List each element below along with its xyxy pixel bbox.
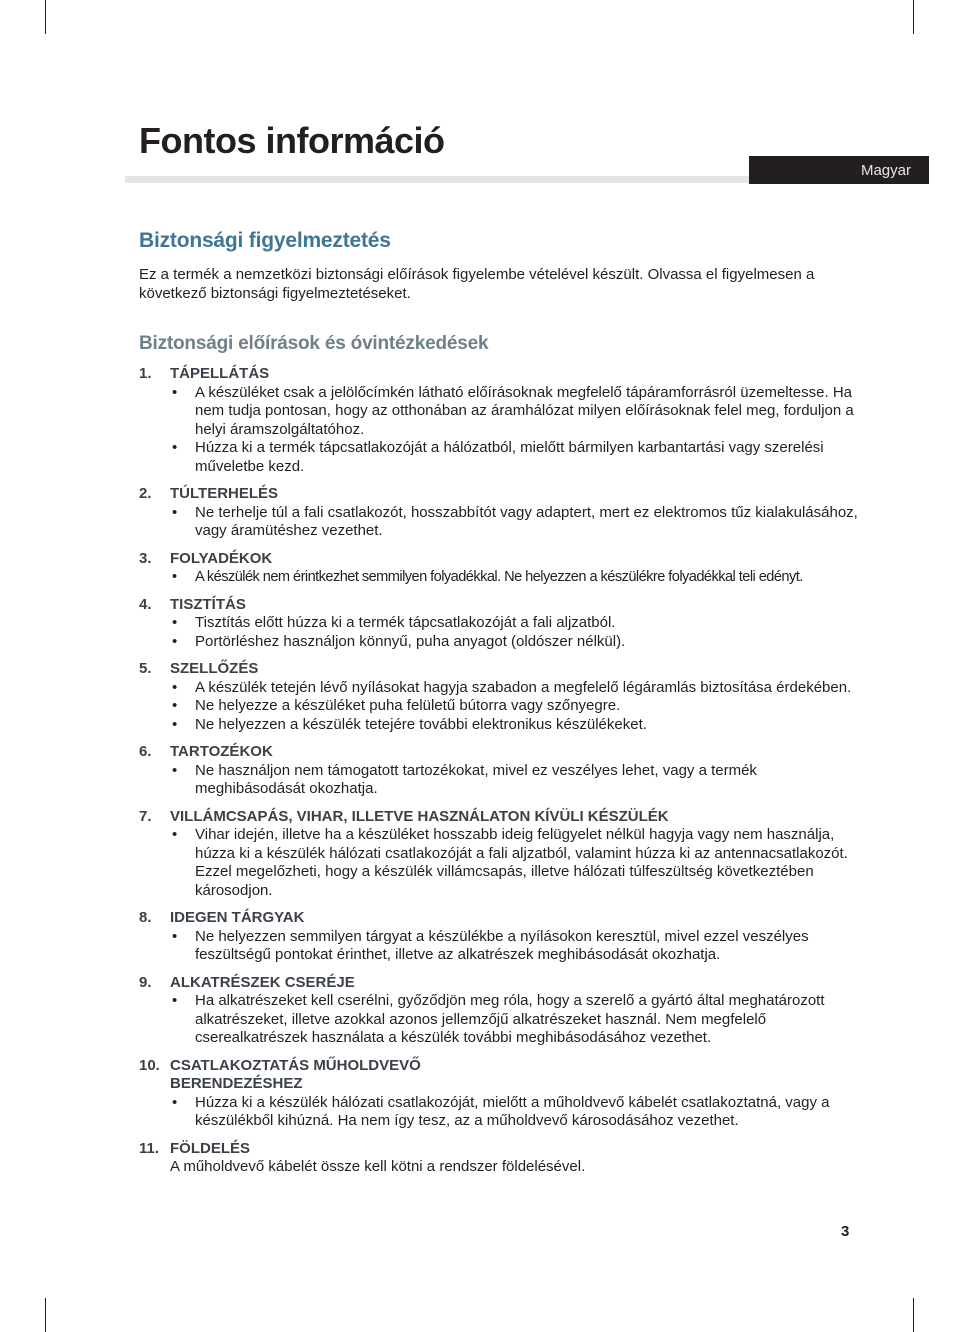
list-item: • Ne helyezze a készüléket puha felületű bútorra vagy szőnyegre. [172, 697, 621, 714]
bullet-list [139, 568, 859, 587]
bullet-list [139, 504, 859, 541]
section-name: TÚLTERHELÉS [170, 485, 279, 502]
page-title: Fontos információ [139, 120, 445, 161]
safety-section [139, 1057, 859, 1131]
subheading: Biztonsági előírások és óvintézkedések [139, 333, 489, 354]
page-number: 3 [841, 1223, 850, 1240]
safety-section [139, 550, 859, 587]
section-number: 5. [139, 660, 152, 677]
list-item: • Ne terhelje túl a fali csatlakozót, hosszabbítót vagy adaptert, mert ez elektromos tűz kialakulásához, vagy áramütéshez vezethet. [172, 503, 858, 539]
crop-mark [45, 0, 46, 34]
section-number: 1. [139, 365, 152, 382]
bullet-icon: • [172, 715, 178, 733]
section-title [139, 909, 859, 928]
list-item: • A készüléket csak a jelölőcímkén látható előírásoknak megfelelő tápáramforrásról üzemeltesse. Ha nem tudja pontosan, hogy az otthonában az áramhálózat milyen előírásoknak felel meg, forduljon a helyi áramszolgáltatóhoz. [172, 383, 854, 438]
safety-section [139, 485, 859, 541]
section-name: TISZTÍTÁS [170, 595, 246, 613]
bullet-icon: • [172, 761, 178, 779]
list-item: • Vihar idején, illetve ha a készüléket hosszabb ideig felügyelet nélkül hagyja vagy nem használja, húzza ki a készülék hálózati csatlakozóját a fali aljzatból, valamint húzza ki az antennacsatlakozót. Ezzel megelőzheti, hogy a készülék villámcsapás, illetve hálózati túlfeszültség következtében károsodjon. [172, 826, 848, 899]
section-title [139, 1140, 859, 1159]
bullet-list [139, 679, 859, 735]
bullet-list [139, 762, 859, 799]
safety-section [139, 974, 859, 1048]
main-content [139, 229, 859, 1186]
section-number: 4. [139, 595, 152, 613]
crop-mark [45, 1298, 46, 1332]
section-number: 2. [139, 485, 152, 502]
bullet-icon: • [172, 826, 178, 843]
safety-section [139, 1140, 859, 1177]
section-title [139, 974, 859, 993]
section-name: TARTOZÉKOK [170, 743, 273, 760]
bullet-icon: • [172, 503, 178, 521]
section-title [139, 1057, 859, 1094]
language-tab: Magyar [749, 156, 929, 184]
bullet-icon: • [172, 439, 178, 456]
section-name: VILLÁMCSAPÁS, VIHAR, ILLETVE HASZNÁLATON KÍVÜLI KÉSZÜLÉK [170, 807, 669, 825]
bullet-list [139, 384, 859, 477]
crop-mark [913, 0, 914, 34]
list-item: • Portörléshez használjon könnyű, puha anyagot (oldószer nélkül). [172, 632, 626, 650]
safety-section [139, 596, 859, 652]
bullet-icon: • [172, 697, 178, 714]
bullet-list [139, 1094, 859, 1131]
section-name: FOLYADÉKOK [170, 549, 273, 567]
safety-section [139, 660, 859, 734]
bullet-icon: • [172, 678, 178, 696]
crop-mark [913, 1298, 914, 1332]
section-number: 8. [139, 909, 152, 926]
bullet-icon: • [172, 1093, 178, 1111]
safety-section [139, 743, 859, 799]
bullet-icon: • [172, 569, 177, 585]
section-title [139, 743, 859, 762]
list-item: • Húzza ki a termék tápcsatlakozóját a hálózatból, mielőtt bármilyen karbantartási vagy szerelési műveletbe kezd. [172, 439, 824, 475]
section-number: 3. [139, 549, 152, 567]
list-item: • Húzza ki a készülék hálózati csatlakozóját, mielőtt a műholdvevő kábelét csatlakoztatná, vagy a készülékből kihúzná. Ha nem így tesz, az a műholdvevő károsodásához vezethet. [172, 1093, 830, 1129]
safety-section [139, 909, 859, 965]
section-name: IDEGEN TÁRGYAK [170, 909, 305, 926]
section-name: TÁPELLÁTÁS [170, 365, 270, 382]
list-item: • Ne helyezzen semmilyen tárgyat a készülékbe a nyílásokon keresztül, mivel ezzel veszélyes feszültségű pontokat érinthet, illetve az alkatrészek meghibásodását okozhatja. [172, 927, 809, 963]
section-name: SZELLŐZÉS [170, 660, 259, 677]
section-text: A műholdvevő kábelét össze kell kötni a rendszer földelésével. [170, 1158, 586, 1175]
safety-section [139, 808, 859, 901]
section-title [139, 596, 859, 615]
bullet-icon: • [172, 632, 178, 650]
list-item: • A készülék tetején lévő nyílásokat hagyja szabadon a megfelelő légáramlás biztosítása érdekében. [172, 678, 852, 696]
bullet-list [139, 614, 859, 651]
bullet-list [139, 992, 859, 1048]
section-name: CSATLAKOZTATÁS MŰHOLDVEVŐ BERENDEZÉSHEZ [170, 1056, 421, 1092]
list-item: • Ha alkatrészeket kell cserélni, győződjön meg róla, hogy a szerelő a gyártó által meghatározott alkatrészeket, illetve azokkal azonos jellemzőjű alkatrészeket használ. Nem megfelelő cserealkatrészek használata a készülék további meghibásodásához vezethet. [172, 992, 825, 1046]
list-item: • Tisztítás előtt húzza ki a termék tápcsatlakozóját a fali aljzatból. [172, 614, 616, 631]
bullet-icon: • [172, 383, 178, 401]
section-name: FÖLDELÉS [170, 1139, 251, 1157]
section-number: 7. [139, 807, 152, 825]
section-title [139, 808, 859, 827]
list-item: • A készülék nem érintkezhet semmilyen folyadékkal. Ne helyezzen a készülékre folyadékkal teli edényt. [172, 569, 803, 585]
section-title [139, 660, 859, 679]
section-title [139, 485, 859, 504]
bullet-icon: • [172, 614, 178, 631]
title-rule [125, 176, 750, 183]
bullet-list [139, 928, 859, 965]
bullet-icon: • [172, 927, 178, 945]
section-number: 9. [139, 973, 152, 991]
section-title [139, 365, 859, 384]
bullet-list [139, 826, 859, 900]
section-number: 10. [139, 1056, 160, 1074]
section-number: 11. [139, 1139, 160, 1157]
safety-section [139, 365, 859, 476]
bullet-icon: • [172, 992, 178, 1009]
list-item: • Ne helyezzen a készülék tetejére további elektronikus készülékeket. [172, 715, 647, 733]
list-item: • Ne használjon nem támogatott tartozékokat, mivel ez veszélyes lehet, vagy a termék meghibásodását okozhatja. [172, 761, 757, 797]
intro-paragraph: Ez a termék a nemzetközi biztonsági előírások figyelembe vételével készült. Olvassa el figyelmesen a következő biztonsági figyelmeztetéseket. [139, 266, 815, 302]
section-heading: Biztonsági figyelmeztetés [139, 229, 391, 252]
section-title [139, 550, 859, 569]
section-name: ALKATRÉSZEK CSERÉJE [170, 973, 355, 991]
section-number: 6. [139, 743, 152, 760]
